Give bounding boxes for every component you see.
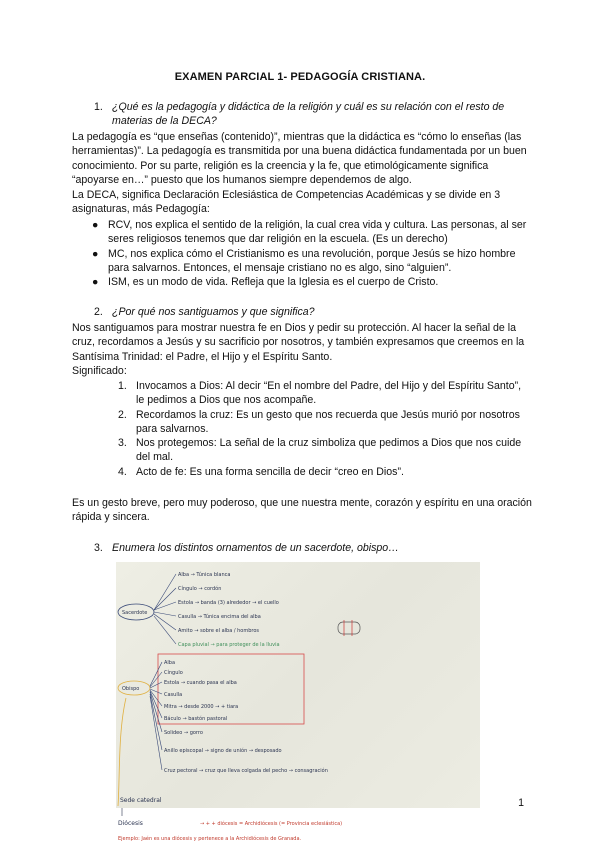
- list-item: 3. Nos protegemos: La señal de la cruz simboliza que pedimos a Dios que nos cuide del mal.: [118, 437, 522, 464]
- handwritten-notes-photo: [116, 562, 480, 808]
- red-box: [158, 654, 304, 724]
- obispo-label: Obispo: [122, 686, 140, 692]
- q2-numbered-list: [118, 379, 531, 479]
- question-2-number: 2.: [94, 306, 103, 318]
- sede-catedral-label: Sede catedral: [120, 797, 162, 804]
- question-2-line-1: ¿Por qué nos santiguamos y que significa?: [112, 306, 315, 318]
- q1-bullet-list: [92, 218, 528, 289]
- sacerdote-item: Casulla → Túnica encima del alba: [178, 614, 261, 620]
- obispo-item: Casulla: [164, 692, 183, 698]
- question-1: [94, 100, 532, 128]
- obispo-item: Báculo → bastón pastoral: [164, 716, 228, 722]
- bullet-icon: ●: [92, 276, 99, 289]
- list-item: ● RCV, nos explica el sentido de la religión, la cual crea vida y cultura. Las personas, al ser seres religiosos tenemos que dar religión en la escuela. (Es un derecho): [92, 219, 527, 246]
- q1-paragraph-2: La DECA, significa Declaración Eclesiástica de Competencias Académicas y se divide en 3 asignaturas, más Pedagogía:: [72, 189, 501, 216]
- sacerdote-item: Estola → banda (3) alrededor → el cuello: [178, 600, 279, 606]
- question-1-line-1: ¿Qué es la pedagogía y didáctica de la religión y cuál es su relación con el resto de: [112, 101, 505, 113]
- sacerdote-item: Cíngulo → cordón: [178, 586, 222, 592]
- page-number: 1: [518, 797, 524, 809]
- obispo-item: Cíngulo: [164, 670, 183, 676]
- q2-paragraph-1: Nos santiguamos para mostrar nuestra fe en Dios y pedir su protección. Al hacer la señal de la cruz, recordamos a Jesús y su sacrificio por nosotros, y también expresamos que creemos en la Santísima Trinidad: el Padre, el Hijo y el Espíritu Santo.: [72, 322, 525, 363]
- sacerdote-item: Alba → Túnica blanca: [178, 572, 231, 578]
- q2-paragraph-2: Significado:: [72, 365, 127, 377]
- sacerdote-label: Sacerdote: [122, 610, 148, 616]
- obispo-item: Solideo → gorro: [164, 730, 203, 736]
- sacerdote-branches: [154, 574, 176, 644]
- q2-paragraph-3: Es un gesto breve, pero muy poderoso, que une nuestra mente, corazón y espíritu en una oración rápida y sincera.: [72, 497, 532, 524]
- bullet-icon: ●: [92, 247, 99, 260]
- question-3-line-1: Enumera los distintos ornamentos de un sacerdote, obispo…: [112, 542, 399, 554]
- question-1-number: 1.: [94, 101, 103, 113]
- diocesis-label: Diócesis: [118, 820, 143, 827]
- bullet-icon: ●: [92, 219, 99, 231]
- obispo-branches: [150, 662, 162, 770]
- notes-drawing: [116, 562, 480, 808]
- sacerdote-item: Capa pluvial → para proteger de la lluvia: [178, 642, 280, 648]
- list-item: ● ISM, es un modo de vida. Refleja que la Iglesia es el cuerpo de Cristo.: [92, 276, 439, 289]
- list-item: ● MC, nos explica cómo el Cristianismo es una revolución, porque Jesús se hizo hombre para salvarnos. Entonces, el mensaje cristiano no es algo, sino “alguien”.: [92, 247, 516, 274]
- archidiocesis-note: → + + diócesis = Archidiócesis (= Provincia eclesiástica): [200, 821, 343, 827]
- obispo-item: Cruz pectoral → cruz que lleva colgada del pecho → consagración: [164, 768, 328, 774]
- notes-below-photo: [100, 790, 520, 846]
- list-item: 1. Invocamos a Dios: Al decir “En el nombre del Padre, del Hijo y del Espíritu Santo”, le pedimos a Dios que nos acompañe.: [118, 380, 522, 407]
- question-1-line-2: materias de la DECA?: [112, 115, 217, 127]
- q1-paragraph-1: La pedagogía es “que enseñas (contenido)”, mientras que la didáctica es “cómo lo enseñas (las herramientas)”. La pedagogía es transmitida por una buena didáctica fundamentada por un buen conocimiento. Por su parte, religión es la creencia y la fe, que etimológicamente significa “apoyarse en…” puesto que los humanos siempre dependemos de algo.: [72, 131, 527, 186]
- question-3: [94, 541, 532, 555]
- list-item: 4. Acto de fe: Es una forma sencilla de decir “creo en Dios”.: [118, 465, 404, 478]
- obispo-item: Anillo episcopal → signo de unión → desposado: [164, 748, 282, 754]
- sacerdote-item: Amito → sobre el alba / hombros: [178, 628, 260, 634]
- stole-sketch-icon: [338, 620, 360, 636]
- page-title: EXAMEN PARCIAL 1- PEDAGOGÍA CRISTIANA.: [174, 71, 426, 83]
- obispo-item: Mitra → desde 2000 → + tiara: [164, 704, 239, 710]
- obispo-item: Estola → cuando pasa el alba: [164, 680, 237, 686]
- obispo-item: Alba: [164, 660, 176, 666]
- ejemplo-note: Ejemplo: Jaén es una diócesis y pertenece a la Archidiócesis de Granada.: [118, 836, 302, 842]
- question-3-number: 3.: [94, 542, 103, 554]
- list-item: 2. Recordamos la cruz: Es un gesto que nos recuerda que Jesús murió por nosotros para salvarnos.: [118, 408, 520, 435]
- question-2: [94, 305, 532, 319]
